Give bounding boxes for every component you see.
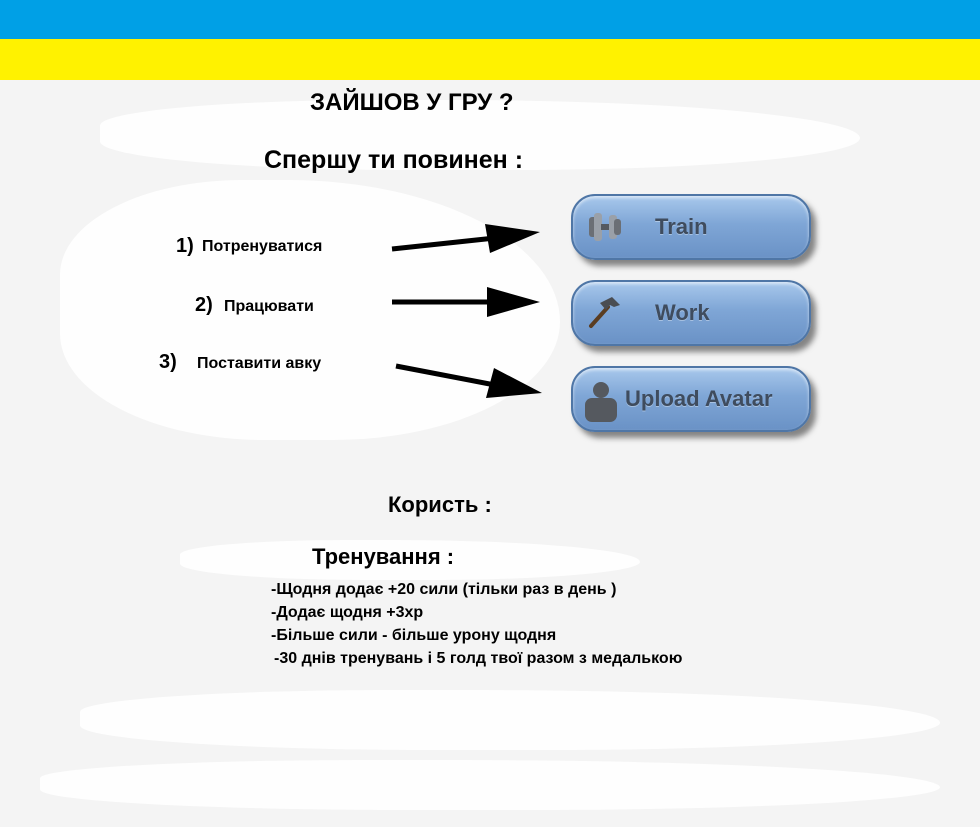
brush-stroke bbox=[40, 760, 940, 810]
arrow-1 bbox=[392, 224, 540, 253]
page-subtitle: Спершу ти повинен : bbox=[264, 146, 524, 174]
hammer-icon bbox=[586, 294, 622, 335]
benefit-item: -Щодня додає +20 сили (тільки раз в день ) bbox=[271, 581, 617, 598]
train-button-label: Train bbox=[655, 214, 708, 239]
benefit-item: -Більше сили - більше урону щодня bbox=[271, 627, 557, 644]
benefit-item: -30 днів тренувань і 5 голд твої разом з медалькою bbox=[274, 650, 683, 667]
arrow-2 bbox=[392, 287, 540, 317]
step-2-number: 2) bbox=[195, 294, 213, 316]
brush-stroke bbox=[80, 690, 940, 750]
step-3-number: 3) bbox=[159, 351, 177, 373]
upload-avatar-button[interactable] bbox=[571, 366, 811, 432]
benefits-heading: Користь : bbox=[388, 492, 492, 517]
arrow-3 bbox=[396, 366, 542, 398]
step-2-text: Працювати bbox=[224, 298, 314, 315]
banner-yellow-stripe bbox=[0, 39, 980, 80]
train-button[interactable] bbox=[571, 194, 811, 260]
work-button-label: Work bbox=[655, 300, 710, 325]
dumbbell-icon bbox=[585, 209, 623, 250]
step-1-number: 1) bbox=[176, 235, 194, 257]
user-silhouette-icon bbox=[579, 378, 623, 427]
upload-avatar-button-label: Upload Avatar bbox=[625, 386, 773, 411]
page-title: ЗАЙШОВ У ГРУ ? bbox=[310, 89, 514, 116]
benefit-item: -Додає щодня +3хр bbox=[271, 604, 424, 621]
step-3-text: Поставити авку bbox=[197, 355, 322, 372]
step-1-text: Потренуватися bbox=[202, 238, 323, 255]
training-heading: Тренування : bbox=[312, 544, 455, 569]
banner-blue-stripe bbox=[0, 0, 980, 39]
work-button[interactable] bbox=[571, 280, 811, 346]
arrows-group bbox=[390, 215, 550, 405]
